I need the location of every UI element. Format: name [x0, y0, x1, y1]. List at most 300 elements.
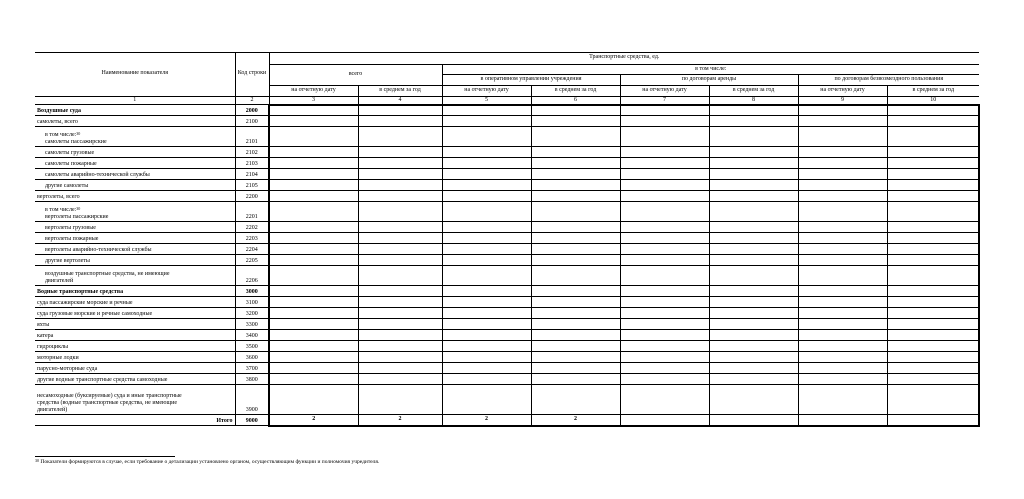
data-cell[interactable]: [442, 297, 531, 308]
row-name: катера: [35, 330, 235, 341]
footnote-text-line: [35, 459, 979, 466]
data-cell[interactable]: [269, 169, 358, 180]
data-cell[interactable]: [531, 180, 620, 191]
data-cell[interactable]: [620, 202, 709, 222]
data-cell[interactable]: [442, 244, 531, 255]
data-cell[interactable]: [709, 319, 798, 330]
row-name-pre: в том числе:$^{30}$: [45, 206, 81, 213]
data-cell[interactable]: [620, 169, 709, 180]
data-cell[interactable]: [887, 147, 979, 158]
data-cell[interactable]: [620, 158, 709, 169]
table-row: [35, 266, 979, 286]
data-cell[interactable]: [531, 158, 620, 169]
data-cell[interactable]: [442, 202, 531, 222]
table-row: [35, 319, 979, 330]
data-cell[interactable]: [709, 191, 798, 202]
row-code: 3000: [235, 286, 269, 297]
table-row: [35, 147, 979, 158]
data-cell[interactable]: [531, 352, 620, 363]
row-code: 2101: [235, 127, 269, 147]
data-cell[interactable]: [709, 374, 798, 385]
data-cell[interactable]: [531, 222, 620, 233]
data-cell[interactable]: [620, 147, 709, 158]
data-cell[interactable]: [269, 244, 358, 255]
data-cell[interactable]: [269, 202, 358, 222]
data-cell[interactable]: [620, 233, 709, 244]
data-cell[interactable]: [798, 169, 887, 180]
data-cell[interactable]: [269, 286, 358, 297]
row-name: суда пассажирские морские и речные: [35, 297, 235, 308]
row-code: 2204: [235, 244, 269, 255]
table-row: [35, 180, 979, 191]
data-cell[interactable]: [269, 222, 358, 233]
data-cell[interactable]: [887, 319, 979, 330]
data-cell[interactable]: [709, 180, 798, 191]
header-operative: в оперативном управлении учреждения: [442, 74, 620, 85]
table-row: [35, 222, 979, 233]
data-cell[interactable]: [442, 341, 531, 352]
data-cell[interactable]: [620, 297, 709, 308]
data-cell[interactable]: [442, 255, 531, 266]
data-cell[interactable]: [798, 297, 887, 308]
data-cell[interactable]: [442, 116, 531, 127]
total-value[interactable]: 2: [442, 415, 531, 426]
table-row: [35, 297, 979, 308]
data-cell[interactable]: [531, 255, 620, 266]
data-cell[interactable]: [531, 233, 620, 244]
data-cell[interactable]: [442, 363, 531, 374]
row-name: [35, 127, 235, 147]
row-name: другие вертолеты: [35, 255, 235, 266]
data-cell[interactable]: [358, 180, 442, 191]
data-cell[interactable]: [709, 330, 798, 341]
table-row: [35, 169, 979, 180]
data-cell[interactable]: [358, 352, 442, 363]
row-name: Водные транспортные средства: [35, 286, 235, 297]
row-name: самолеты пожарные: [35, 158, 235, 169]
data-cell[interactable]: [620, 308, 709, 319]
data-cell[interactable]: [620, 363, 709, 374]
header-code: Код строки: [235, 52, 269, 96]
data-cell[interactable]: [358, 363, 442, 374]
data-cell[interactable]: [358, 374, 442, 385]
data-cell[interactable]: [269, 341, 358, 352]
total-value[interactable]: 2: [358, 415, 442, 426]
data-cell[interactable]: [531, 319, 620, 330]
data-cell[interactable]: [531, 127, 620, 147]
data-cell[interactable]: [269, 385, 358, 415]
header-avg-6: в среднем за год: [531, 85, 620, 96]
row-name-pre2: средства (водные транспортные средства, не имеющие: [37, 400, 177, 406]
data-cell[interactable]: [531, 202, 620, 222]
data-cell[interactable]: [798, 363, 887, 374]
data-cell[interactable]: [709, 385, 798, 415]
row-name-main: двигателей: [45, 278, 74, 284]
data-cell[interactable]: [358, 341, 442, 352]
data-cell[interactable]: [442, 308, 531, 319]
col-number: 2: [235, 96, 269, 105]
row-name: вертолеты грузовые: [35, 222, 235, 233]
col-number: 9: [798, 96, 887, 105]
data-cell[interactable]: [887, 105, 979, 116]
data-cell[interactable]: [709, 127, 798, 147]
data-cell[interactable]: [442, 352, 531, 363]
col-number: 5: [442, 96, 531, 105]
data-cell[interactable]: [887, 352, 979, 363]
header-free-use: по договорам безвозмездного пользования: [798, 74, 979, 85]
data-cell[interactable]: [531, 363, 620, 374]
data-cell[interactable]: [358, 116, 442, 127]
row-name-main: двигателей): [37, 407, 68, 413]
data-cell[interactable]: [269, 105, 358, 116]
data-cell[interactable]: [798, 222, 887, 233]
data-cell[interactable]: [709, 147, 798, 158]
data-cell[interactable]: [620, 222, 709, 233]
total-row: [35, 415, 979, 426]
row-code: 3900: [235, 385, 269, 415]
row-name-sup: 30: [76, 131, 81, 136]
data-cell[interactable]: [887, 116, 979, 127]
row-code: 3800: [235, 374, 269, 385]
table-row: [35, 244, 979, 255]
data-cell[interactable]: [531, 266, 620, 286]
data-cell[interactable]: [887, 297, 979, 308]
data-cell[interactable]: [358, 330, 442, 341]
data-cell[interactable]: [358, 105, 442, 116]
data-cell[interactable]: [358, 385, 442, 415]
row-name: вертолеты, всего: [35, 191, 235, 202]
data-cell[interactable]: [442, 266, 531, 286]
data-cell[interactable]: [887, 266, 979, 286]
row-code: 2102: [235, 147, 269, 158]
data-cell[interactable]: [620, 286, 709, 297]
data-cell[interactable]: [798, 127, 887, 147]
data-cell[interactable]: [358, 169, 442, 180]
table-row: [35, 127, 979, 147]
total-value[interactable]: 2: [269, 415, 358, 426]
table-body: [35, 105, 979, 426]
header-avg-10: в среднем за год: [887, 85, 979, 96]
data-cell[interactable]: [620, 191, 709, 202]
data-cell[interactable]: [358, 319, 442, 330]
row-code: 2201: [235, 202, 269, 222]
data-cell[interactable]: [798, 374, 887, 385]
total-value[interactable]: [709, 415, 798, 426]
data-cell[interactable]: [358, 147, 442, 158]
row-name: [35, 266, 235, 286]
data-cell[interactable]: [269, 308, 358, 319]
data-cell[interactable]: [269, 297, 358, 308]
data-cell[interactable]: [269, 374, 358, 385]
data-cell[interactable]: [887, 180, 979, 191]
col-number: 10: [887, 96, 979, 105]
row-code: 2104: [235, 169, 269, 180]
total-value[interactable]: [798, 415, 887, 426]
data-cell[interactable]: [709, 308, 798, 319]
row-name: [35, 385, 235, 415]
data-cell[interactable]: [358, 255, 442, 266]
data-cell[interactable]: [887, 127, 979, 147]
data-cell[interactable]: [269, 363, 358, 374]
data-cell[interactable]: [798, 158, 887, 169]
data-cell[interactable]: [887, 244, 979, 255]
data-cell[interactable]: [531, 244, 620, 255]
data-cell[interactable]: [442, 286, 531, 297]
data-cell[interactable]: [358, 233, 442, 244]
data-cell[interactable]: [709, 363, 798, 374]
data-cell[interactable]: [887, 363, 979, 374]
data-cell[interactable]: [442, 233, 531, 244]
data-cell[interactable]: [358, 297, 442, 308]
data-cell[interactable]: [887, 233, 979, 244]
data-cell[interactable]: [887, 158, 979, 169]
data-cell[interactable]: [442, 191, 531, 202]
data-cell[interactable]: [442, 330, 531, 341]
row-name: самолеты грузовые: [35, 147, 235, 158]
data-cell[interactable]: [269, 255, 358, 266]
row-name: яхты: [35, 319, 235, 330]
data-cell[interactable]: [798, 286, 887, 297]
data-cell[interactable]: [269, 266, 358, 286]
row-code: 2000: [235, 105, 269, 116]
row-name-main: самолеты пассажирские: [45, 139, 107, 145]
row-code: 2103: [235, 158, 269, 169]
row-code: 2100: [235, 116, 269, 127]
row-code: 3600: [235, 352, 269, 363]
data-cell[interactable]: [442, 319, 531, 330]
data-cell[interactable]: [620, 244, 709, 255]
data-cell[interactable]: [269, 352, 358, 363]
col-number: 8: [709, 96, 798, 105]
total-code: 9000: [235, 415, 269, 426]
row-name: самолеты, всего: [35, 116, 235, 127]
data-cell[interactable]: [798, 266, 887, 286]
data-cell[interactable]: [887, 385, 979, 415]
data-cell[interactable]: [358, 222, 442, 233]
table-row: [35, 255, 979, 266]
row-code: 3100: [235, 297, 269, 308]
data-cell[interactable]: [620, 116, 709, 127]
data-cell[interactable]: [798, 341, 887, 352]
data-cell[interactable]: [620, 330, 709, 341]
data-cell[interactable]: [798, 385, 887, 415]
data-cell[interactable]: [798, 105, 887, 116]
data-cell[interactable]: [531, 341, 620, 352]
row-name: вертолеты пожарные: [35, 233, 235, 244]
row-name: самолеты аварийно-технической службы: [35, 169, 235, 180]
row-name: [35, 202, 235, 222]
data-cell[interactable]: [709, 222, 798, 233]
header-lease: по договорам аренды: [620, 74, 798, 85]
data-cell[interactable]: [620, 374, 709, 385]
data-cell[interactable]: [269, 191, 358, 202]
data-cell[interactable]: [887, 191, 979, 202]
data-cell[interactable]: [269, 116, 358, 127]
table-row: [35, 105, 979, 116]
data-cell[interactable]: [709, 158, 798, 169]
data-cell[interactable]: [798, 352, 887, 363]
data-cell[interactable]: [709, 105, 798, 116]
data-cell[interactable]: [709, 255, 798, 266]
data-cell[interactable]: [442, 127, 531, 147]
footnote-rule: [35, 456, 175, 457]
data-cell[interactable]: [531, 116, 620, 127]
total-value[interactable]: [620, 415, 709, 426]
data-cell[interactable]: [620, 319, 709, 330]
header-name: Наименование показателя: [35, 52, 235, 96]
data-cell[interactable]: [798, 233, 887, 244]
data-cell[interactable]: [887, 255, 979, 266]
data-cell[interactable]: [798, 180, 887, 191]
row-code: 2205: [235, 255, 269, 266]
data-cell[interactable]: [531, 385, 620, 415]
data-cell[interactable]: [531, 374, 620, 385]
data-cell[interactable]: [620, 180, 709, 191]
data-cell[interactable]: [442, 385, 531, 415]
data-cell[interactable]: [798, 147, 887, 158]
data-cell[interactable]: [709, 297, 798, 308]
row-code: 2203: [235, 233, 269, 244]
data-cell[interactable]: [709, 169, 798, 180]
row-name: моторные лодки: [35, 352, 235, 363]
data-cell[interactable]: [358, 127, 442, 147]
data-cell[interactable]: [442, 180, 531, 191]
table-row: [35, 286, 979, 297]
data-cell[interactable]: [358, 286, 442, 297]
table-row: [35, 308, 979, 319]
data-cell[interactable]: [269, 158, 358, 169]
row-code: 3300: [235, 319, 269, 330]
row-name-pre: в том числе:$^{30}$: [45, 131, 81, 138]
data-cell[interactable]: [887, 286, 979, 297]
row-name: вертолеты аварийно-технической службы: [35, 244, 235, 255]
row-code: 3200: [235, 308, 269, 319]
row-name: суда грузовые морские и речные самоходные: [35, 308, 235, 319]
data-cell[interactable]: [531, 308, 620, 319]
table-row: [35, 158, 979, 169]
data-cell[interactable]: [887, 330, 979, 341]
total-value[interactable]: [887, 415, 979, 426]
row-code: 3700: [235, 363, 269, 374]
table-row: [35, 385, 979, 415]
data-cell[interactable]: [269, 330, 358, 341]
data-cell[interactable]: [887, 308, 979, 319]
row-name-sup: 30: [76, 206, 81, 211]
data-cell[interactable]: [531, 169, 620, 180]
header-avg-8: в среднем за год: [709, 85, 798, 96]
total-label: Итого: [35, 415, 235, 426]
data-cell[interactable]: [269, 147, 358, 158]
data-cell[interactable]: [442, 222, 531, 233]
row-name: парусно-моторные суда: [35, 363, 235, 374]
data-cell[interactable]: [358, 202, 442, 222]
header-on-date-5: на отчетную дату: [442, 85, 531, 96]
data-cell[interactable]: [531, 147, 620, 158]
row-name: гидроциклы: [35, 341, 235, 352]
data-cell[interactable]: [798, 116, 887, 127]
table-row: [35, 330, 979, 341]
header-avg-4: в среднем за год: [358, 85, 442, 96]
data-cell[interactable]: [620, 105, 709, 116]
table-row: [35, 202, 979, 222]
data-cell[interactable]: [620, 385, 709, 415]
data-cell[interactable]: [269, 319, 358, 330]
table-row: [35, 363, 979, 374]
data-cell[interactable]: [531, 105, 620, 116]
data-cell[interactable]: [709, 244, 798, 255]
data-cell[interactable]: [269, 127, 358, 147]
data-cell[interactable]: [798, 191, 887, 202]
data-cell[interactable]: [358, 244, 442, 255]
data-cell[interactable]: [798, 308, 887, 319]
data-cell[interactable]: [709, 286, 798, 297]
data-cell[interactable]: [887, 169, 979, 180]
total-value[interactable]: 2: [531, 415, 620, 426]
data-cell[interactable]: [269, 180, 358, 191]
data-cell[interactable]: [887, 202, 979, 222]
data-cell[interactable]: [442, 147, 531, 158]
data-cell[interactable]: [358, 308, 442, 319]
header-transport: Транспортные средства, ед.: [269, 52, 979, 64]
header-on-date-3: на отчетную дату: [269, 85, 358, 96]
data-cell[interactable]: [620, 266, 709, 286]
data-cell[interactable]: [620, 352, 709, 363]
table-row: [35, 191, 979, 202]
data-cell[interactable]: [531, 191, 620, 202]
data-cell[interactable]: [620, 255, 709, 266]
data-cell[interactable]: [709, 202, 798, 222]
data-cell[interactable]: [442, 374, 531, 385]
transport-report-table: [35, 52, 980, 427]
data-cell[interactable]: [798, 330, 887, 341]
data-cell[interactable]: [358, 158, 442, 169]
data-cell[interactable]: [358, 266, 442, 286]
data-cell[interactable]: [798, 319, 887, 330]
data-cell[interactable]: [798, 202, 887, 222]
col-number: 4: [358, 96, 442, 105]
data-cell[interactable]: [709, 341, 798, 352]
data-cell[interactable]: [709, 352, 798, 363]
data-cell[interactable]: [442, 169, 531, 180]
data-cell[interactable]: [887, 341, 979, 352]
data-cell[interactable]: [709, 116, 798, 127]
data-cell[interactable]: [620, 341, 709, 352]
row-name-pre: воздушные транспортные средства, не имеющие: [45, 271, 170, 277]
header-on-date-9: на отчетную дату: [798, 85, 887, 96]
table-row: [35, 352, 979, 363]
data-cell[interactable]: [531, 330, 620, 341]
row-code: 3400: [235, 330, 269, 341]
row-code: 2202: [235, 222, 269, 233]
col-number: 3: [269, 96, 358, 105]
data-cell[interactable]: [531, 286, 620, 297]
data-cell[interactable]: [798, 255, 887, 266]
data-cell[interactable]: [269, 233, 358, 244]
col-number: 6: [531, 96, 620, 105]
data-cell[interactable]: [887, 222, 979, 233]
data-cell[interactable]: [798, 244, 887, 255]
row-code: 2200: [235, 191, 269, 202]
data-cell[interactable]: [709, 233, 798, 244]
data-cell[interactable]: [887, 374, 979, 385]
data-cell[interactable]: [531, 297, 620, 308]
data-cell[interactable]: [620, 127, 709, 147]
data-cell[interactable]: [358, 191, 442, 202]
data-cell[interactable]: [442, 105, 531, 116]
data-cell[interactable]: [709, 266, 798, 286]
data-cell[interactable]: [442, 158, 531, 169]
col-number: 1: [35, 96, 235, 105]
